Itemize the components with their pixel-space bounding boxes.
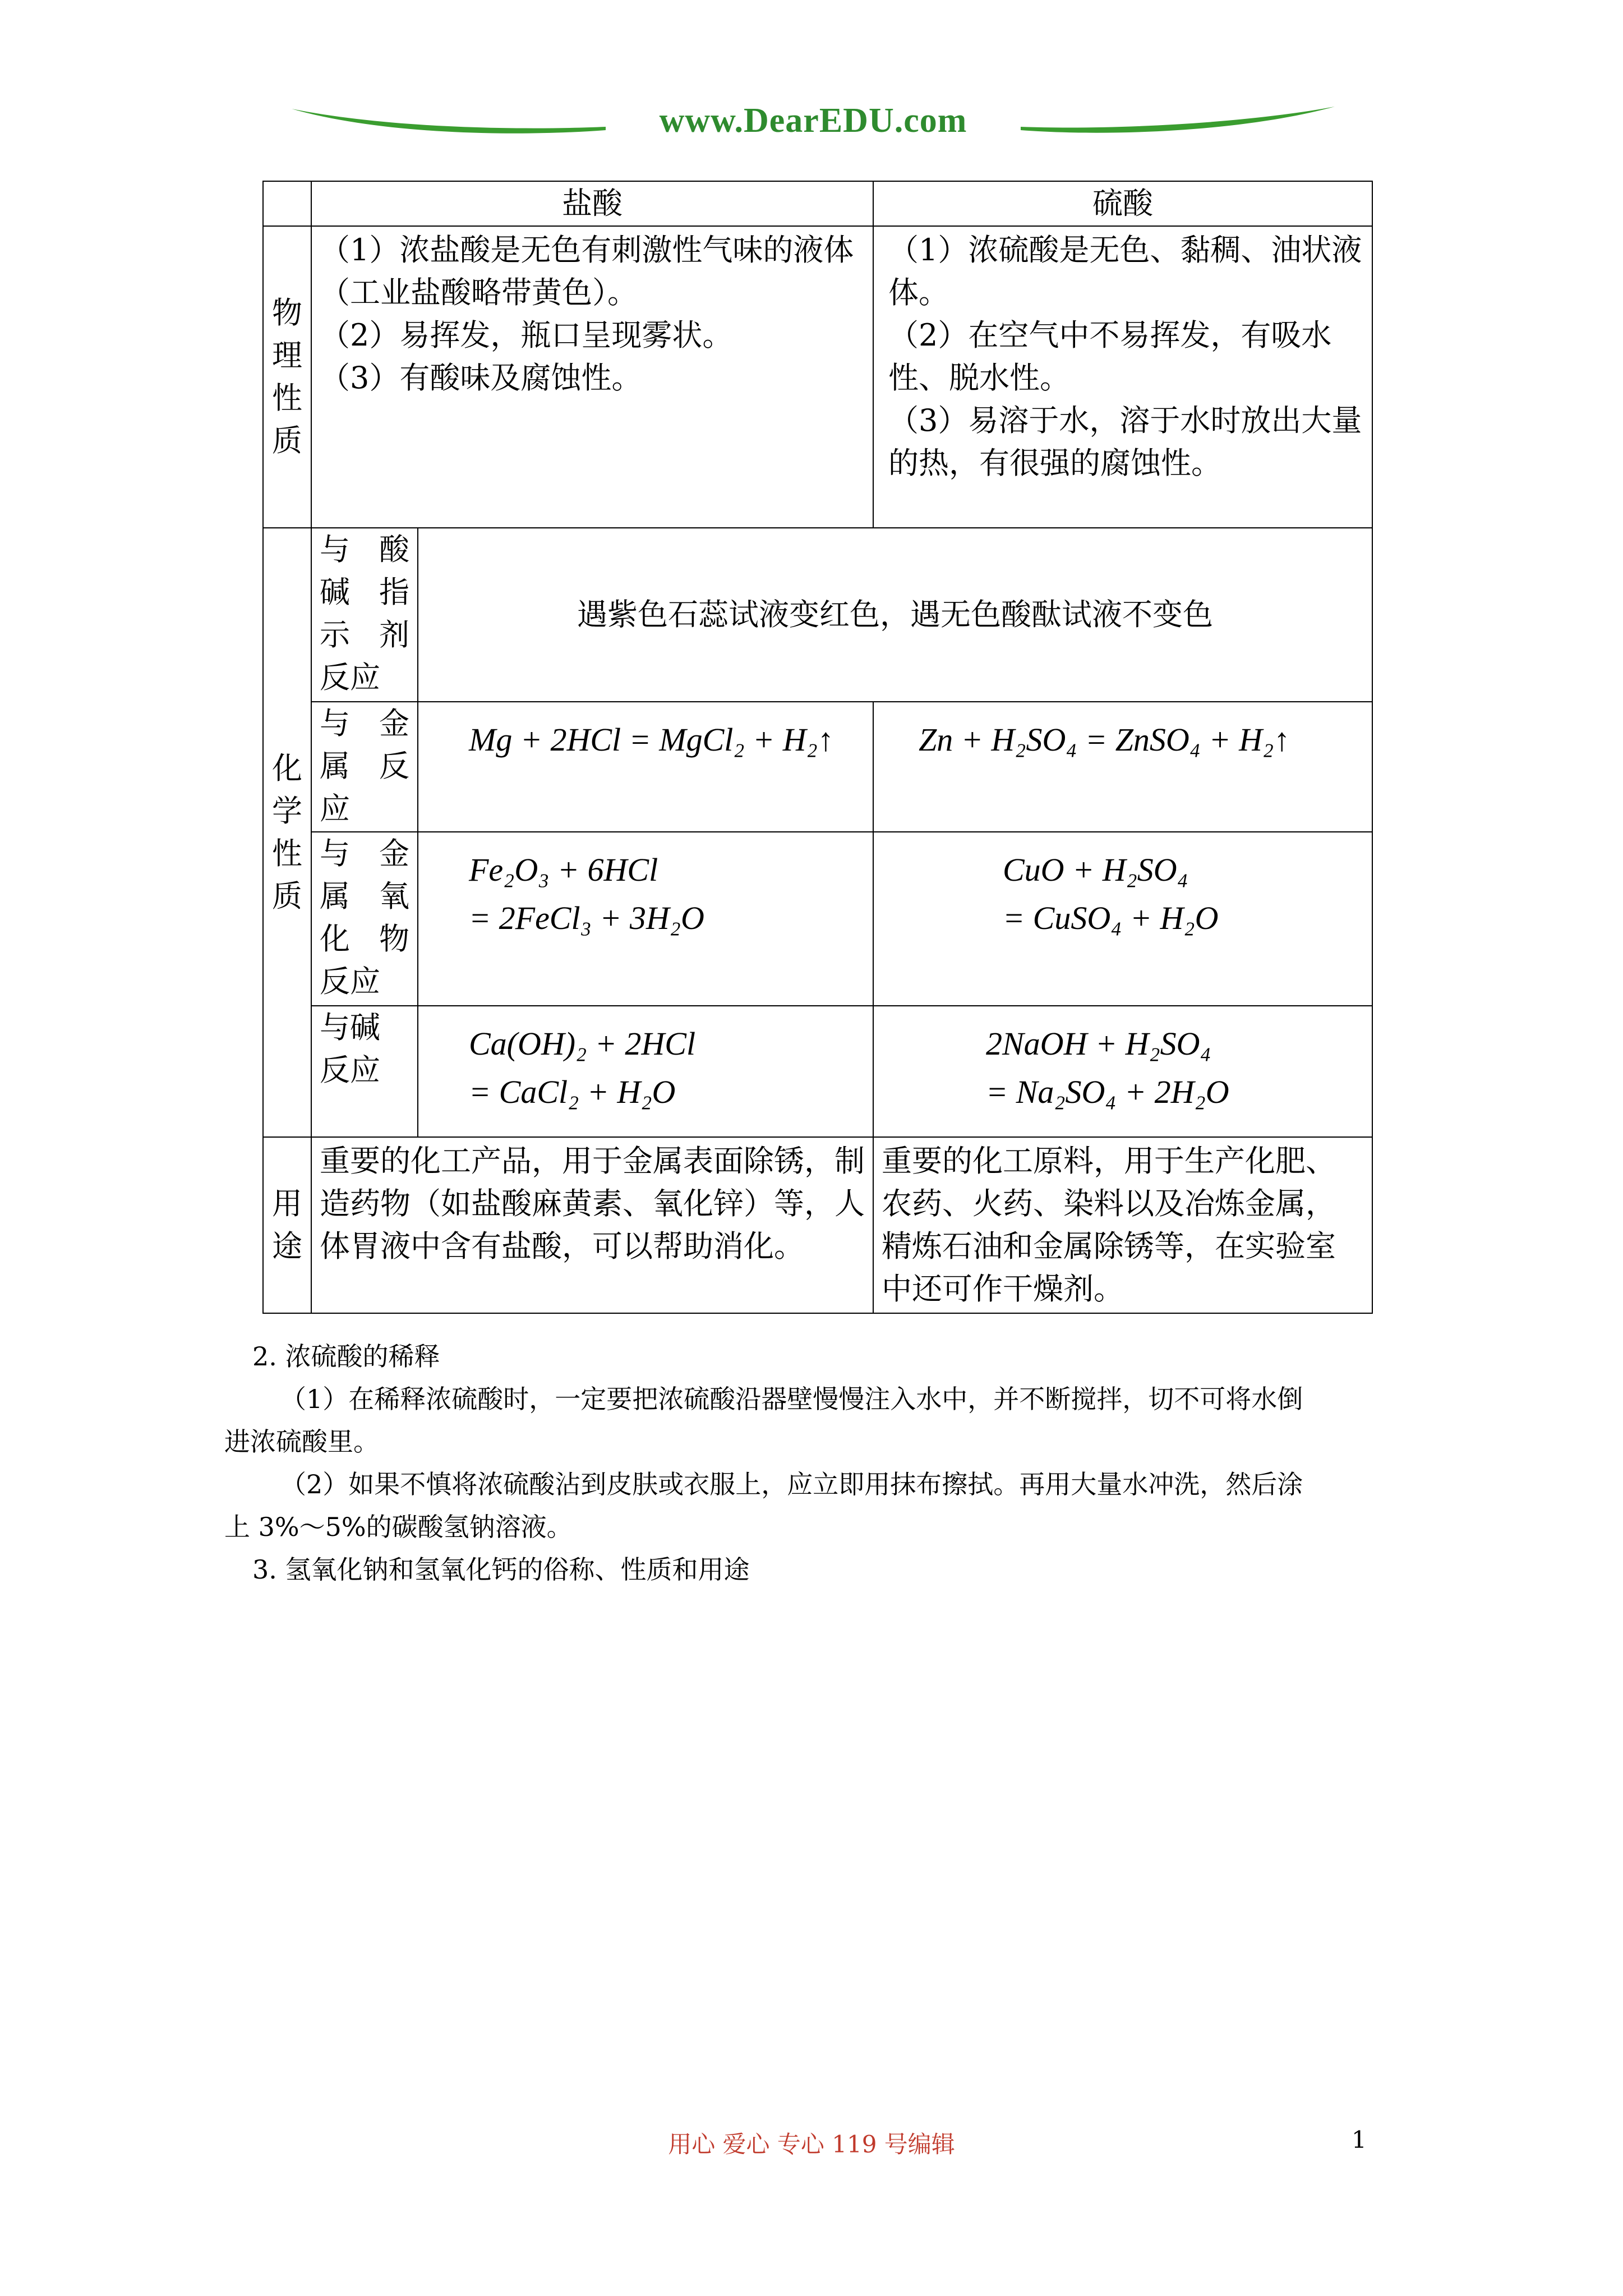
uses-hcl: 重要的化工产品，用于金属表面除锈，制造药物（如盐酸麻黄素、氧化锌）等，人体胃液中含有盐酸，可以帮助消化。 xyxy=(311,1137,873,1313)
eq-hcl-oxide: Fe₂O₃ + 6HCl = 2FeCl₃ + 3H₂O xyxy=(418,832,873,1006)
sub-base: 与碱 反应 xyxy=(311,1006,418,1137)
sub-metal-oxide: 与 金 属 氧 化 物 反应 xyxy=(311,832,418,1006)
chemical-label: 化 学 性 质 xyxy=(263,528,311,1137)
uses-label: 用 途 xyxy=(263,1137,311,1313)
section-2-para-1a: （1）在稀释浓硫酸时，一定要把浓硫酸沿器壁慢慢注入水中，并不断搅拌，切不可将水倒 xyxy=(280,1384,1303,1414)
header-h2so4: 硫酸 xyxy=(873,181,1372,226)
header-hcl: 盐酸 xyxy=(311,181,873,226)
site-header xyxy=(292,95,1335,146)
sub-metal: 与 金 属 反 应 xyxy=(311,702,418,832)
physical-label: 物 理 性 质 xyxy=(263,226,311,528)
eq-h2so4-base: 2NaOH + H₂SO₄ = Na₂SO₄ + 2H₂O xyxy=(873,1006,1372,1137)
sub-indicator: 与 酸 碱 指 示 剂 反应 xyxy=(311,528,418,702)
acid-properties-table xyxy=(262,181,1373,1314)
section-2-para-2b: 上 3%～5%的碳酸氢钠溶液。 xyxy=(224,1512,573,1542)
eq-h2so4-metal: Zn + H₂SO₄ = ZnSO₄ + H₂↑ xyxy=(873,702,1372,832)
page-number: 1 xyxy=(1352,2126,1367,2154)
physical-hcl: （1）浓盐酸是无色有刺激性气味的液体（工业盐酸略带黄色）。 （2）易挥发，瓶口呈现雾状。 （3）有酸味及腐蚀性。 xyxy=(311,226,873,528)
site-url: www.DearEDU.com xyxy=(659,102,967,140)
section-2-title: 2. 浓硫酸的稀释 xyxy=(252,1341,440,1372)
section-2-para-1b: 进浓硫酸里。 xyxy=(224,1427,379,1457)
eq-hcl-metal: Mg + 2HCl = MgCl₂ + H₂↑ xyxy=(418,702,873,832)
physical-h2so4: （1）浓硫酸是无色、黏稠、油状液体。 （2）在空气中不易挥发，有吸水性、脱水性。 （3）易溶于水，溶于水时放出大量的热，有很强的腐蚀性。 xyxy=(873,226,1372,528)
eq-hcl-base: Ca(OH)₂ + 2HCl = CaCl₂ + H₂O xyxy=(418,1006,873,1137)
footer-text: 用心 爱心 专心 119 号编辑 xyxy=(668,2131,955,2158)
section-3-title: 3. 氢氧化钠和氢氧化钙的俗称、性质和用途 xyxy=(252,1554,750,1585)
indicator-reaction: 遇紫色石蕊试液变红色，遇无色酸酞试液不变色 xyxy=(418,528,1372,702)
uses-h2so4: 重要的化工原料，用于生产化肥、农药、火药、染料以及冶炼金属，精炼石油和金属除锈等，在实验室中还可作干燥剂。 xyxy=(873,1137,1372,1313)
corner-cell xyxy=(263,181,311,226)
eq-h2so4-oxide: CuO + H₂SO₄ = CuSO₄ + H₂O xyxy=(873,832,1372,1006)
section-2-para-2a: （2）如果不慎将浓硫酸沾到皮肤或衣服上，应立即用抹布擦拭。再用大量水冲洗，然后涂 xyxy=(280,1469,1303,1499)
